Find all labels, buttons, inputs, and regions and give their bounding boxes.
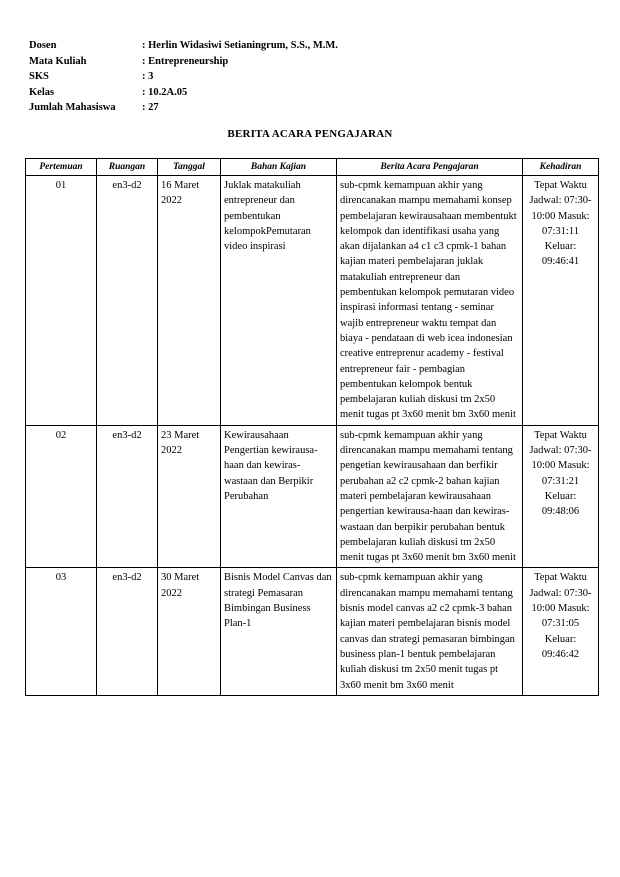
info-row-dosen xyxy=(29,38,338,54)
info-value: : Entrepreneurship xyxy=(142,55,229,67)
cell-bahan-kajian: Bisnis Model Canvas dan strategi Pemasaran Bimbingan Business Plan-1 xyxy=(221,568,337,695)
cell-tanggal: 23 Maret 2022 xyxy=(158,425,221,568)
cell-pertemuan: 03 xyxy=(26,568,97,695)
table-row xyxy=(26,425,599,568)
info-label: Mata Kuliah xyxy=(29,55,87,67)
info-value: : 3 xyxy=(142,71,154,82)
cell-kehadiran: Tepat Waktu Jadwal: 07:30-10:00 Masuk: 07:31:21 Keluar: 09:48:06 xyxy=(523,425,599,568)
info-row-mata-kuliah xyxy=(29,54,338,70)
cell-bahan-kajian: Juklak matakuliah entrepreneur dan pembentukan kelompokPemutaran video inspirasi xyxy=(221,176,337,426)
cell-berita-acara: sub-cpmk kemampuan akhir yang direncanakan mampu memahami tentang bisnis model canvas a2 c2 cpmk-3 bahan kajian materi pembelajaran bisnis model canvas dan strategi pemasaran bimbingan business plan-1 bentuk pembelajaran kuliah diskusi tm 2x50 menit tugas pt 3x60 menit bm 3x60 menit xyxy=(337,568,523,695)
teaching-report-table xyxy=(25,158,599,696)
cell-pertemuan: 01 xyxy=(26,176,97,426)
cell-pertemuan: 02 xyxy=(26,425,97,568)
cell-tanggal: 30 Maret 2022 xyxy=(158,568,221,695)
cell-berita-acara: sub-cpmk kemampuan akhir yang direncanakan mampu memahami tentang pengetian kewirausahaan dan berfikir perubahan a2 c2 cpmk-2 bahan kajian materi pembelajaran kewirausahaan pengertian kewirausa-haan dan kewiras-wastaan dan berpikir perubahan bentuk pembelajaran kuliah diskusi tm 2x50 menit tugas pt 3x60 menit bm 3x60 menit xyxy=(337,425,523,568)
info-row-sks xyxy=(29,69,338,85)
cell-berita-acara: sub-cpmk kemampuan akhir yang direncanakan mampu memahami konsep pembelajaran kewirausahaan membentukt kelompok dan identifikasi usaha yang akan dijalankan a4 c1 c3 cpmk-1 bahan kajian materi pembelajaran juklak matakuliah entrepreneur dan pembentukan kelompok pemutaran video inspirasi informasi tentang - seminar wajib entrepreneur waktu tempat dan biaya - pendataan di web icea indonesian creative entreprenur academy - festival entrepreneur fair - pembagian pembentukan kelompok bentuk pembelajaran kuliah diskusi tm 2x50 menit tugas pt 3x60 menit bm 3x60 menit xyxy=(337,176,523,426)
column-header-kehadiran: Kehadiran xyxy=(523,159,599,176)
table-row xyxy=(26,176,599,426)
cell-kehadiran: Tepat Waktu Jadwal: 07:30-10:00 Masuk: 07:31:05 Keluar: 09:46:42 xyxy=(523,568,599,695)
document-title: BERITA ACARA PENGAJARAN xyxy=(227,128,393,140)
info-row-jumlah-mahasiswa xyxy=(29,100,338,116)
table-row xyxy=(26,568,599,695)
cell-kehadiran: Tepat Waktu Jadwal: 07:30-10:00 Masuk: 07:31:11 Keluar: 09:46:41 xyxy=(523,176,599,426)
cell-ruangan: en3-d2 xyxy=(97,568,158,695)
info-label: SKS xyxy=(29,71,49,82)
info-label: Kelas xyxy=(29,86,55,98)
column-header-pertemuan: Pertemuan xyxy=(26,159,97,176)
column-header-bahan-kajian: Bahan Kajian xyxy=(221,159,337,176)
column-header-ruangan: Ruangan xyxy=(97,159,158,176)
info-row-kelas xyxy=(29,85,338,101)
info-value: : 10.2A.05 xyxy=(142,86,188,98)
info-value: : Herlin Widasiwi Setianingrum, S.S., M.M. xyxy=(142,40,338,51)
info-label: Jumlah Mahasiswa xyxy=(29,102,116,113)
column-header-tanggal: Tanggal xyxy=(158,159,221,176)
course-info xyxy=(29,38,338,116)
cell-ruangan: en3-d2 xyxy=(97,176,158,426)
column-header-berita-acara: Berita Acara Pengajaran xyxy=(337,159,523,176)
table-header-row xyxy=(26,159,599,176)
cell-ruangan: en3-d2 xyxy=(97,425,158,568)
info-label: Dosen xyxy=(29,40,57,51)
info-value: : 27 xyxy=(142,102,159,113)
cell-bahan-kajian: Kewirausahaan Pengertian kewirausa-haan dan kewiras-wastaan dan Berpikir Perubahan xyxy=(221,425,337,568)
cell-tanggal: 16 Maret 2022 xyxy=(158,176,221,426)
